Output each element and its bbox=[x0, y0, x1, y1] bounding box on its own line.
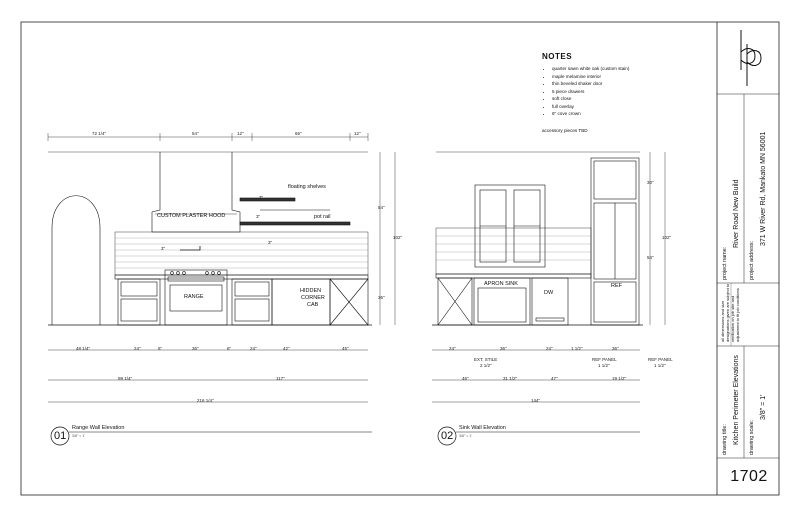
logo bbox=[741, 30, 761, 86]
ref-panel-label: REF PANEL bbox=[592, 357, 617, 362]
project-name: River Road New Build bbox=[733, 179, 740, 248]
dw-label: DW bbox=[544, 290, 554, 296]
notes-list bbox=[542, 65, 712, 118]
sink-wall-dimensions bbox=[432, 152, 665, 402]
dim-bottom: 36" bbox=[192, 346, 199, 351]
note-item: • quarter sawn white oak (custom stain) bbox=[552, 65, 712, 73]
dim-bottom2: 47" bbox=[551, 376, 558, 381]
dim-top: 12" bbox=[354, 131, 361, 136]
hidden-corner-label: CORNER bbox=[301, 295, 325, 301]
project-address-label: project address: bbox=[749, 240, 755, 280]
dim-bottom: 45" bbox=[342, 346, 349, 351]
dim-right: 36" bbox=[378, 295, 385, 300]
floating-shelves-label: floating shelves bbox=[288, 184, 326, 190]
ext-stile-label: EXT. STILE bbox=[474, 357, 498, 362]
view-title: Range Wall Elevation bbox=[72, 425, 125, 431]
dim-bottom2: 117" bbox=[276, 376, 285, 381]
note-item: • full overlay bbox=[552, 103, 712, 111]
notes-panel bbox=[542, 52, 712, 133]
view-number: 02 bbox=[441, 430, 454, 442]
dim-small: 3" bbox=[161, 246, 166, 251]
sink-wall-elevation bbox=[432, 152, 643, 325]
dim-bottom: 36" bbox=[612, 346, 619, 351]
dim-small: 3" bbox=[256, 214, 261, 219]
dim-top: 66" bbox=[295, 131, 302, 136]
note-item: • thin beveled shaker door bbox=[552, 80, 712, 88]
hidden-corner-label: CAB bbox=[307, 302, 319, 308]
dim-right: 54" bbox=[647, 255, 654, 260]
view-scale: 3/8" = 1' bbox=[459, 434, 473, 438]
apron-sink-label: APRON SINK bbox=[484, 281, 518, 287]
dim-bottom: 36" bbox=[500, 346, 507, 351]
dim-top: 12" bbox=[237, 131, 244, 136]
view-number: 01 bbox=[54, 430, 67, 442]
dim-bottom2: 19 1/2" bbox=[612, 376, 627, 381]
dim-bottom: 6" bbox=[158, 346, 163, 351]
ref-panel-label: 1 1/2" bbox=[598, 363, 610, 368]
dim-top: 72 1/4" bbox=[92, 131, 107, 136]
range-label: RANGE bbox=[184, 294, 204, 300]
ref-label: REF bbox=[611, 283, 622, 289]
dim-overall: 144" bbox=[531, 398, 541, 403]
dim-right: 102" bbox=[662, 235, 672, 240]
dim-bottom: 48 1/4" bbox=[76, 346, 91, 351]
dim-right: 54" bbox=[378, 205, 385, 210]
dim-bottom2: 99 1/4" bbox=[118, 376, 133, 381]
project-address: 371 W River Rd, Mankato MN 56001 bbox=[760, 131, 767, 246]
hood-label: CUSTOM PLASTER HOOD bbox=[157, 213, 226, 219]
dim-bottom: 24" bbox=[449, 346, 456, 351]
dim-small: 3" bbox=[268, 240, 273, 245]
ref-panel-label: 1 1/2" bbox=[654, 363, 666, 368]
dim-bottom: 6" bbox=[227, 346, 232, 351]
dim-overall: 216 1/4" bbox=[197, 398, 214, 403]
ext-stile-label: 2 1/2" bbox=[480, 363, 492, 368]
notes-footer: accessory pieces TBD bbox=[542, 127, 588, 133]
sheet-number: 1702 bbox=[730, 468, 768, 485]
note-item: • maple melamine interior bbox=[552, 73, 712, 81]
dim-bottom: 1 1/2" bbox=[571, 346, 583, 351]
drawing-scale: 3/8" = 1' bbox=[760, 394, 767, 420]
notes-title: NOTES bbox=[542, 52, 573, 61]
view-title: Sink Wall Elevation bbox=[459, 425, 506, 431]
drawing-title-label: drawing title: bbox=[722, 424, 728, 455]
project-name-label: project name: bbox=[722, 246, 728, 280]
hidden-corner-label: HIDDEN bbox=[300, 288, 322, 294]
dim-bottom: 24" bbox=[250, 346, 257, 351]
drawing-title: Kitchen Perimeter Elevations bbox=[733, 355, 740, 445]
note-item: • 6" cove crown bbox=[552, 110, 712, 118]
dim-right: 30" bbox=[647, 180, 654, 185]
disclaimer: all dimensions and size designations given are subject to verification on job site and adjustment to fit job conditions bbox=[720, 283, 740, 342]
dim-bottom: 42" bbox=[283, 346, 290, 351]
ref-panel-label: REF PANEL bbox=[648, 357, 673, 362]
dim-bottom: 24" bbox=[134, 346, 141, 351]
view-scale: 3/8" = 1' bbox=[72, 434, 86, 438]
note-item: • soft close bbox=[552, 95, 712, 103]
dim-top: 54" bbox=[192, 131, 199, 136]
dim-right: 102" bbox=[393, 235, 403, 240]
note-item: • 5 piece drawers bbox=[552, 88, 712, 96]
dim-bottom2: 31 1/2" bbox=[503, 376, 518, 381]
dim-small: 3" bbox=[259, 195, 264, 200]
drawing-scale-label: drawing scale: bbox=[749, 419, 755, 455]
pot-rail-label: pot rail bbox=[314, 214, 331, 220]
dim-bottom2: 46" bbox=[462, 376, 469, 381]
dim-bottom: 24" bbox=[546, 346, 553, 351]
